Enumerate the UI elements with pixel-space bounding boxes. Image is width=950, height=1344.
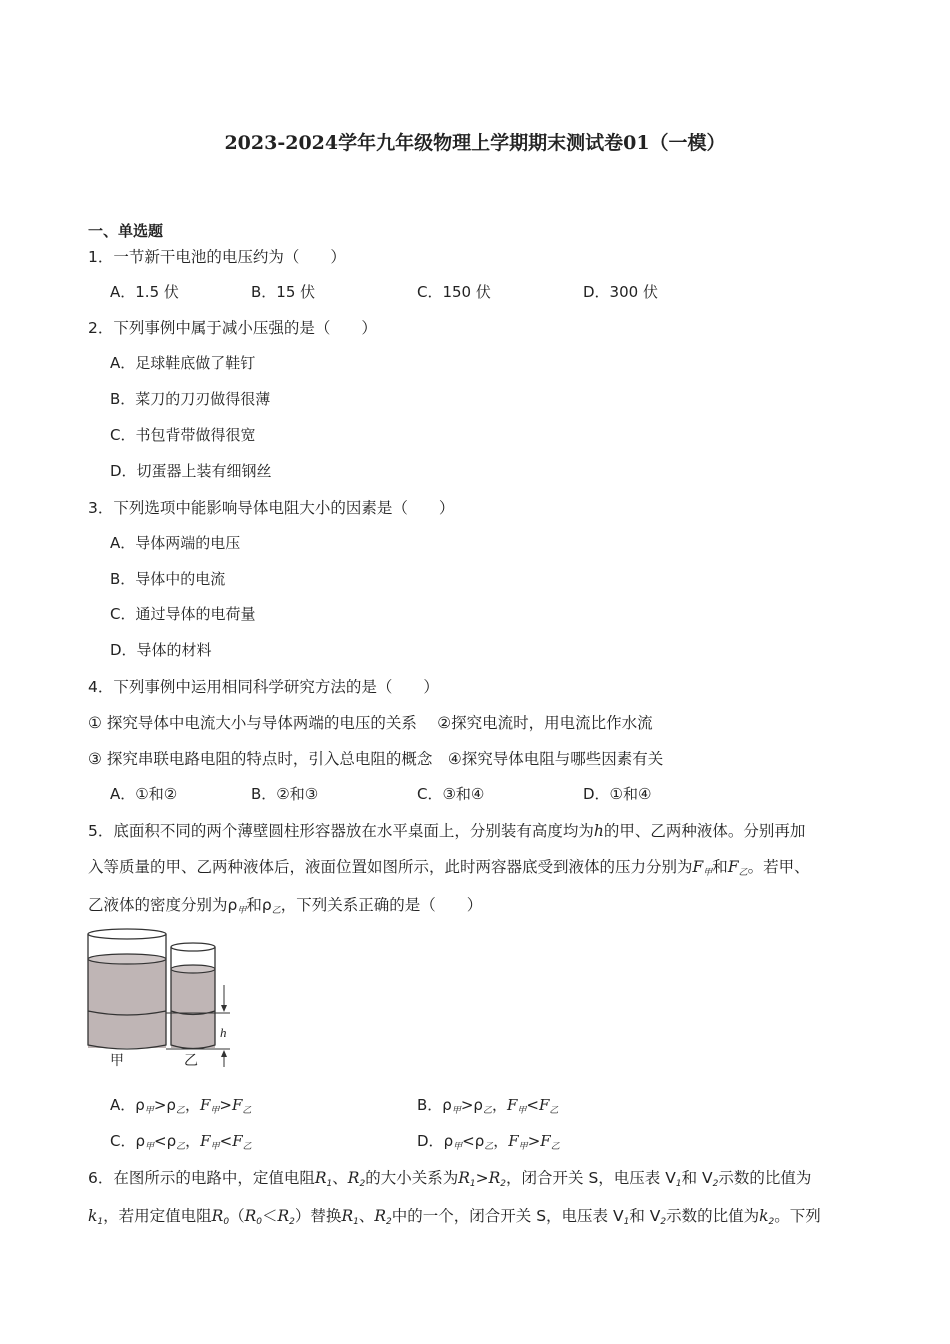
q2-option-c: C．书包背带做得很宽 bbox=[110, 426, 256, 444]
question-6-line-2: $k_1$，若用定值电阻$R_0(R_0<R_2)$替换$R_1$、$R_2$中的一个，闭合开关 S，电压表 $V_1$和 $V_2$示数的比值为$k_2$。下列 bbox=[88, 1207, 821, 1227]
q5-option-b: B．$\rho_甲>\rho_乙$，$F_甲<F_乙$ bbox=[417, 1096, 559, 1116]
question-2-stem: 2．下列事例中属于减小压强的是（ ） bbox=[88, 319, 377, 337]
label-yi: 乙 bbox=[184, 1053, 198, 1069]
containers-figure bbox=[80, 925, 250, 1070]
q1-option-b: B．15 伏 bbox=[251, 283, 316, 301]
q4-option-c: C．③和④ bbox=[417, 785, 485, 803]
q3-option-d: D．导体的材料 bbox=[110, 641, 212, 659]
q3-option-b: B．导体中的电流 bbox=[110, 570, 226, 588]
q5-option-c: C．$\rho_甲<\rho_乙$，$F_甲<F_乙$ bbox=[110, 1132, 252, 1152]
q5-option-a: A．$\rho_甲>\rho_乙$，$F_甲>F_乙$ bbox=[110, 1096, 252, 1116]
question-3-stem: 3．下列选项中能影响导体电阻大小的因素是（ ） bbox=[88, 499, 455, 517]
q1-option-d: D．300 伏 bbox=[583, 283, 658, 301]
q3-option-c: C．通过导体的电荷量 bbox=[110, 605, 256, 623]
container-yi bbox=[171, 943, 215, 1049]
question-5-line-3: 乙液体的密度分别为$\rho_甲$和$\rho_乙$，下列关系正确的是（ ） bbox=[88, 896, 483, 916]
q4-option-d: D．①和④ bbox=[583, 785, 652, 803]
q2-option-a: A．足球鞋底做了鞋钉 bbox=[110, 354, 256, 372]
q4-item-line-2: ③ 探究串联电路电阻的特点时，引入总电阻的概念 ④探究导体电阻与哪些因素有关 bbox=[88, 750, 664, 768]
label-jia: 甲 bbox=[110, 1053, 124, 1069]
q2-option-b: B．菜刀的刀刃做得很薄 bbox=[110, 390, 271, 408]
container-jia bbox=[88, 929, 166, 1049]
q2-option-d: D．切蛋器上装有细钢丝 bbox=[110, 462, 272, 480]
q1-option-c: C．150 伏 bbox=[417, 283, 491, 301]
q4-option-b: B．②和③ bbox=[251, 785, 319, 803]
h-label: h bbox=[220, 1025, 227, 1040]
q3-option-a: A．导体两端的电压 bbox=[110, 534, 241, 552]
question-4-stem: 4．下列事例中运用相同科学研究方法的是（ ） bbox=[88, 678, 439, 696]
q4-item-line-1: ① 探究导体中电流大小与导体两端的电压的关系 ②探究电流时，用电流比作水流 bbox=[88, 714, 653, 732]
q5-option-d: D．$\rho_甲<\rho_乙$，$F_甲>F_乙$ bbox=[417, 1132, 560, 1152]
question-1-stem: 1．一节新干电池的电压约为（ ） bbox=[88, 248, 346, 266]
question-5-line-1: 5．底面积不同的两个薄壁圆柱形容器放在水平桌面上，分别装有高度均为h的甲、乙两种液体。分别再加 bbox=[88, 822, 806, 840]
page-title: 2023-2024学年九年级物理上学期期末测试卷01（一模） bbox=[224, 132, 726, 154]
question-6-line-1: 6．在图所示的电路中，定值电阻$R_1$、$R_2$的大小关系为$R_1>R_2$，闭合开关 S，电压表 $V_1$和 $V_2$示数的比值为 bbox=[88, 1169, 812, 1189]
question-5-line-2: 入等质量的甲、乙两种液体后，液面位置如图所示，此时两容器底受到液体的压力分别为$F_甲$和$F_乙$。若甲、 bbox=[88, 858, 810, 878]
section-heading: 一、单选题 bbox=[88, 222, 164, 240]
q4-option-a: A．①和② bbox=[110, 785, 178, 803]
q1-option-a: A．1.5 伏 bbox=[110, 283, 179, 301]
